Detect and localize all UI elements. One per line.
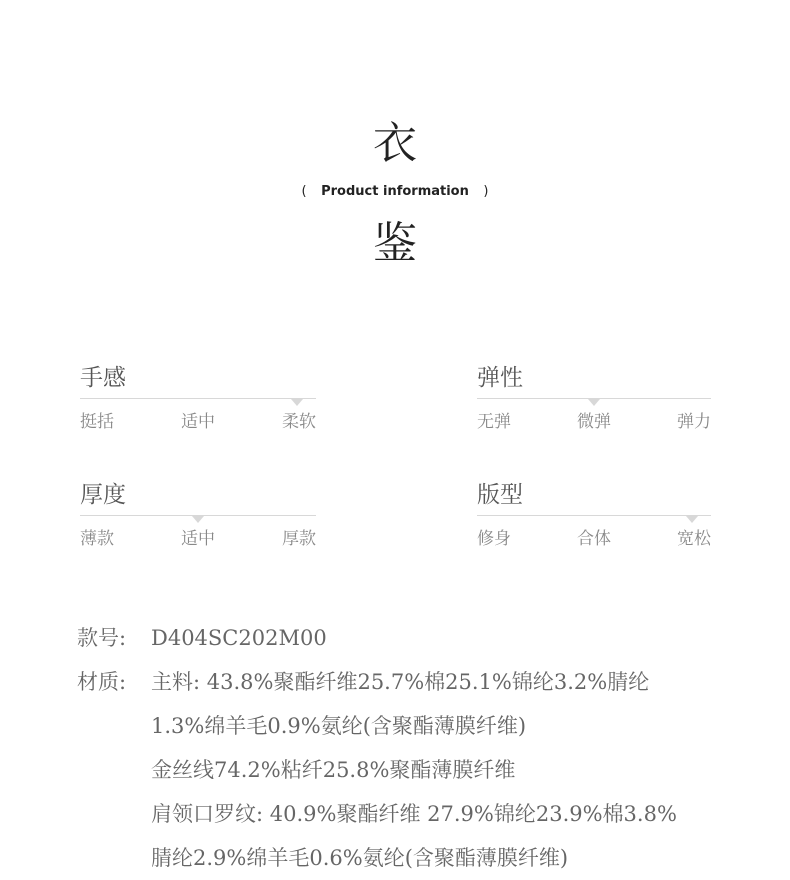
scale-levels — [477, 407, 711, 431]
level-label: 薄款 — [80, 529, 114, 549]
attribute-name: 厚度 — [80, 482, 126, 508]
attribute-name: 弹性 — [477, 365, 523, 391]
attribute-name: 手感 — [80, 365, 126, 391]
material — [77, 660, 649, 704]
style-number — [77, 616, 327, 660]
material-line: 金丝线74.2%粘纤25.8%聚酯薄膜纤维 — [151, 758, 516, 782]
material-line: 主料: 43.8%聚酯纤维25.7%棉25.1%锦纶3.2%腈纶 — [151, 670, 650, 694]
material-label: 材质: — [77, 670, 127, 694]
scale-line — [477, 398, 711, 399]
level-label: 无弹 — [477, 412, 511, 432]
paren-open: ( — [301, 184, 307, 199]
level-label: 柔软 — [282, 412, 316, 432]
scale-levels — [477, 524, 711, 548]
level-label: 修身 — [477, 529, 511, 549]
subtitle-text: Product information — [321, 184, 469, 199]
subtitle — [0, 184, 790, 199]
paren-close: ) — [483, 184, 489, 199]
title-bottom: 鉴 — [373, 218, 417, 269]
style-number-value: D404SC202M00 — [151, 626, 327, 650]
level-label: 挺括 — [80, 412, 114, 432]
attribute-name: 版型 — [477, 482, 523, 508]
scale-levels — [80, 524, 316, 548]
selected-marker — [192, 516, 204, 523]
scale-line — [80, 398, 316, 399]
attribute-elasticity — [477, 362, 711, 431]
selected-marker — [588, 399, 600, 406]
level-label: 宽松 — [677, 529, 711, 549]
selected-marker — [291, 399, 303, 406]
level-label: 弹力 — [677, 412, 711, 432]
level-label: 合体 — [577, 529, 611, 549]
material-line: 1.3%绵羊毛0.9%氨纶(含聚酯薄膜纤维) — [151, 714, 527, 738]
attribute-thickness — [80, 479, 316, 548]
material-line: 腈纶2.9%绵羊毛0.6%氨纶(含聚酯薄膜纤维) — [151, 846, 569, 870]
scale-line — [477, 515, 711, 516]
level-label: 适中 — [181, 529, 215, 549]
title-top: 衣 — [373, 118, 417, 169]
scale-line — [80, 515, 316, 516]
level-label: 适中 — [181, 412, 215, 432]
scale-levels — [80, 407, 316, 431]
selected-marker — [686, 516, 698, 523]
style-number-label: 款号: — [77, 626, 127, 650]
material-line: 肩领口罗纹: 40.9%聚酯纤维 27.9%锦纶23.9%棉3.8% — [151, 802, 677, 826]
level-label: 厚款 — [282, 529, 316, 549]
attribute-feel — [80, 362, 316, 431]
attribute-fit — [477, 479, 711, 548]
level-label: 微弹 — [577, 412, 611, 432]
